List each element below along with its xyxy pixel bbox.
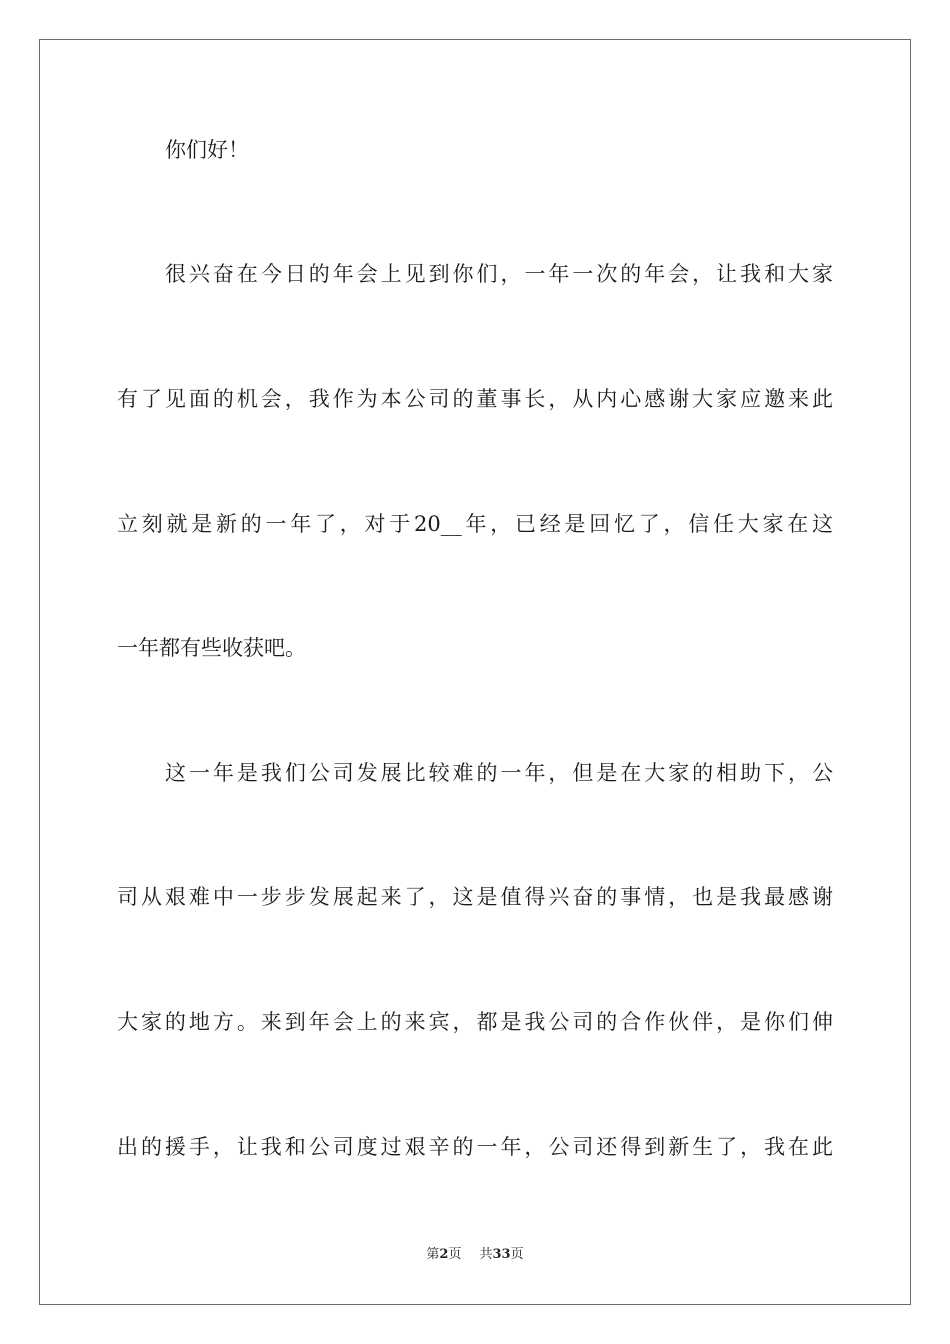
page-number: 2: [439, 1247, 449, 1262]
total-suffix: 页: [510, 1247, 524, 1262]
text-line-9: 出的援手，让我和公司度过艰辛的一年，公司还得到新生了，我在此: [117, 1135, 833, 1159]
page-border: [39, 39, 911, 1305]
text-line-6: 这一年是我们公司发展比较难的一年，但是在大家的相助下，公: [165, 761, 833, 785]
text-line-8: 大家的地方。来到年会上的来宾，都是我公司的合作伙伴，是你们伸: [117, 1010, 833, 1034]
page-prefix: 第: [426, 1247, 440, 1262]
text-line-3: 有了见面的机会，我作为本公司的董事长，从内心感谢大家应邀来此: [117, 387, 833, 411]
total-prefix: 共: [479, 1247, 493, 1262]
text-line-5: 一年都有些收获吧。: [117, 636, 306, 660]
text-line-1: 你们好！: [165, 138, 249, 162]
total-pages: 33: [492, 1247, 511, 1262]
text-line-7: 司从艰难中一步步发展起来了，这是值得兴奋的事情，也是我最感谢: [117, 885, 833, 909]
page-footer: [0, 1246, 950, 1264]
text-line-4: 立刻就是新的一年了，对于20__年，已经是回忆了，信任大家在这: [117, 512, 833, 536]
page-suffix: 页: [448, 1247, 462, 1262]
text-line-2: 很兴奋在今日的年会上见到你们，一年一次的年会，让我和大家: [165, 262, 833, 286]
